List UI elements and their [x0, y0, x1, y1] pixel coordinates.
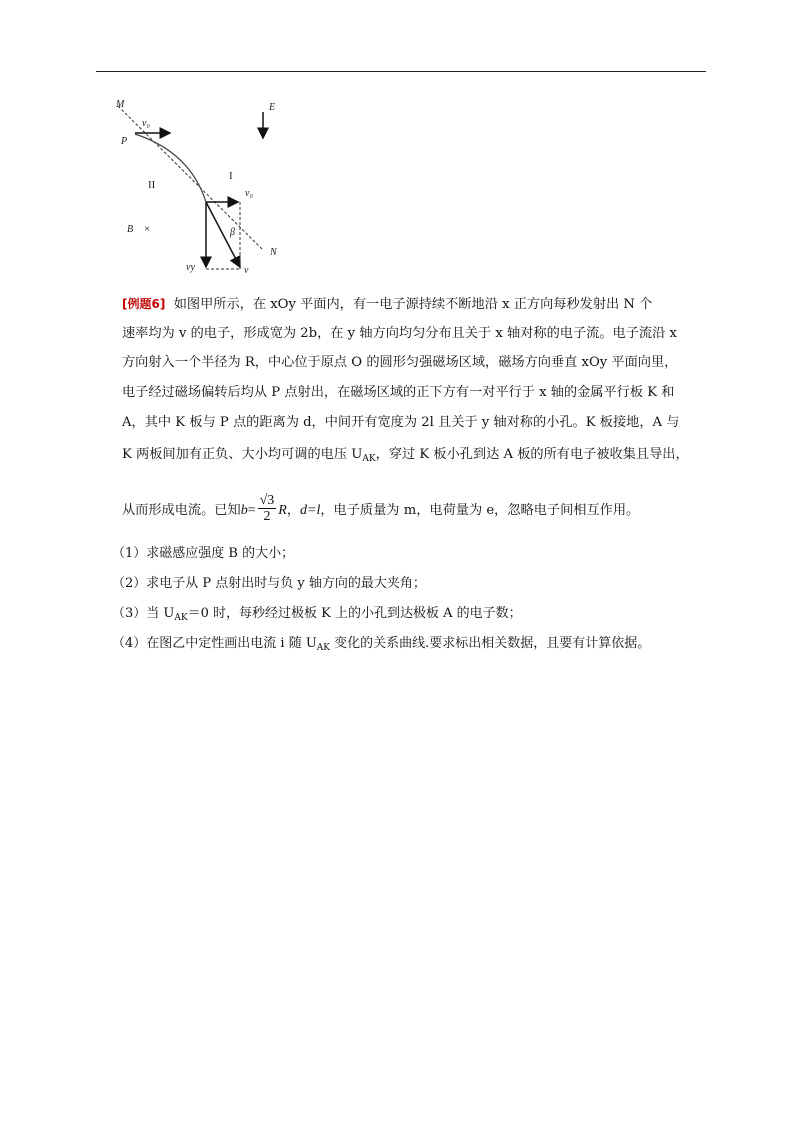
label-m: M	[116, 99, 125, 110]
header-rule	[96, 71, 706, 72]
label-region-1: I	[229, 170, 233, 182]
problem-line-6	[122, 446, 712, 465]
problem-line-5: A，其中 K 板与 P 点的距离为 d，中间开有宽度为 2l 且关于 y 轴对称的小孔。K 板接地，A 与	[122, 415, 680, 430]
label-v: v	[244, 265, 249, 276]
question-4b: 变化的关系曲线.要求标出相关数据，且要有计算依据。	[330, 636, 651, 651]
label-p: P	[121, 136, 128, 147]
uak-subscript: AK	[362, 454, 376, 464]
diagram-svg	[110, 92, 290, 277]
label-vy: vy	[186, 262, 195, 273]
question-2: （2）求电子从 P 点射出时与负 y 轴方向的最大夹角；	[112, 576, 426, 591]
question-3b: ＝0 时，每秒经过极板 K 上的小孔到达极板 A 的电子数；	[187, 606, 522, 621]
physics-diagram	[110, 92, 290, 277]
q3-subscript: AK	[174, 613, 188, 623]
problem-line-1	[122, 295, 712, 314]
problem-text-7a: 从而形成电流。已知	[122, 503, 241, 518]
eq-r: R	[278, 503, 287, 518]
problem-line-3: 方向射入一个半径为 R，中心位于原点 O 的圆形匀强磁场区域，磁场方向垂直 xOy 平面向里，	[122, 355, 678, 370]
label-b: B	[127, 224, 134, 235]
eq-d: d=l	[300, 503, 321, 518]
label-beta: β	[230, 227, 235, 238]
q4-subscript: AK	[316, 643, 331, 653]
question-4a: （4）在图乙中定性画出电流 i 随 U	[112, 636, 317, 651]
eq-equals: =	[247, 503, 256, 518]
example-tag: [例题6]	[122, 297, 166, 311]
problem-text-7b: ，电子质量为 m，电荷量为 e，忽略电子间相互作用。	[320, 503, 640, 518]
problem-line-7	[122, 495, 712, 526]
eq-separator: ，	[286, 503, 301, 518]
problem-line-2: 速率均为 v 的电子，形成宽为 2b，在 y 轴方向均匀分布且关于 x 轴对称的电子流。电子流沿 x	[122, 326, 677, 341]
label-n: N	[270, 247, 277, 258]
problem-line-4: 电子经过磁场偏转后均从 P 点射出，在磁场区域的正下方有一对平行于 x 轴的金属平行板 K 和	[122, 385, 675, 400]
label-e: E	[269, 102, 276, 113]
label-v0-mid: v₀	[245, 188, 253, 199]
label-v0-top: v₀	[142, 118, 150, 129]
question-3a: （3）当 U	[112, 606, 175, 621]
eq-b: b	[240, 503, 248, 518]
label-cross: ×	[144, 223, 151, 235]
fraction-denominator: 2	[263, 509, 271, 524]
problem-text-6b: ，穿过 K 板小孔到达 A 板的所有电子被收集且导出，	[375, 447, 689, 462]
problem-text-1: 如图甲所示，在 xOy 平面内，有一电子源持续不断地沿 x 正方向每秒发射出 N 个	[173, 297, 653, 312]
problem-text-6a: K 两板间加有正负、大小均可调的电压 U	[122, 447, 363, 462]
question-3	[112, 605, 522, 624]
electron-trajectory	[135, 134, 206, 202]
question-1: （1）求磁感应强度 B 的大小；	[112, 546, 295, 561]
question-4	[112, 635, 650, 654]
fraction-numerator: √3	[259, 493, 275, 508]
label-region-2: II	[148, 179, 156, 191]
fraction	[258, 493, 277, 524]
